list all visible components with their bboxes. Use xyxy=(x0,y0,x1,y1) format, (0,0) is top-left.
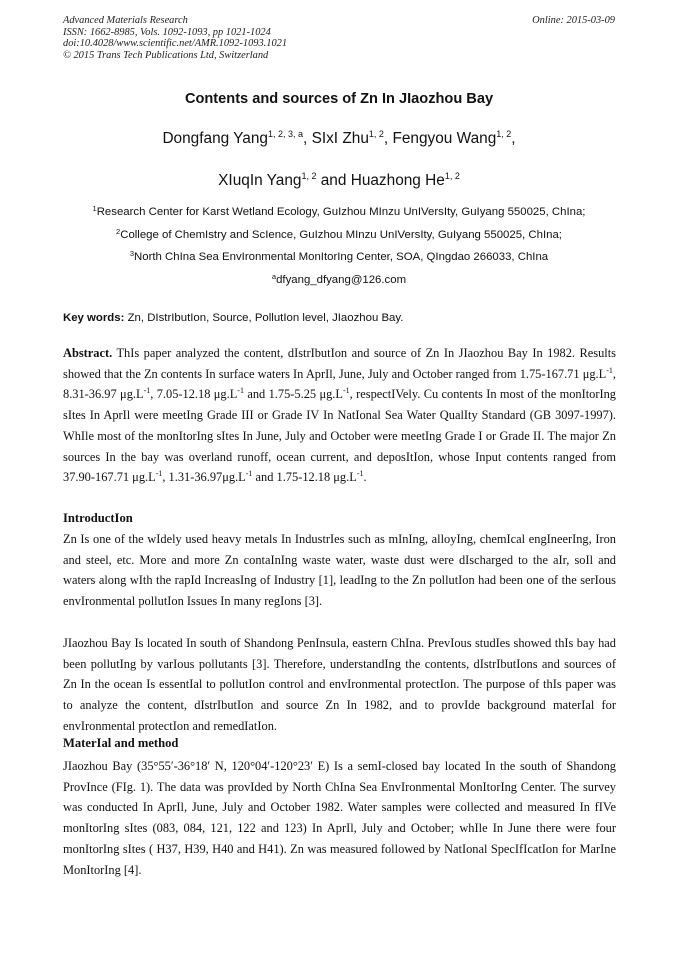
unit-exponent: -1 xyxy=(237,386,244,396)
unit-exponent: -1 xyxy=(606,365,613,375)
section-heading-method: MaterIal and method xyxy=(63,736,179,750)
affiliation xyxy=(0,251,678,263)
affiliation-sup: a xyxy=(271,272,277,281)
authors-line-1 xyxy=(0,130,678,148)
intro-paragraph-1: Zn Is one of the wIdely used heavy metals In IndustrIes such as mInIng, alloyIng, chemIcal engIneerIng, Iron and steel, etc. More and more Zn contaInIng waste water, waste dust were dIscharged to the aIr, soIl and waters along wIth the rapId IncreasIng of Industry [1], leadIng to the Zn pollutIon had been one of the serIous envIronmental pollutIon Issues In many regIons [3]. xyxy=(63,532,616,609)
author-name: XIuqIn Yang xyxy=(218,172,302,189)
abstract-text: ThIs paper analyzed the content, dIstrIbutIon and source of Zn In JIaozhou Bay In 1982. Results showed that the Zn contents In surface waters In AprIl, June, July and October ranged from 1.75-167.71 μg.L xyxy=(63,346,616,381)
issn-line: ISSN: 1662-8985, Vols. 1092-1093, pp 1021-1024 xyxy=(63,26,271,38)
unit-exponent: -1 xyxy=(245,469,253,479)
online-date: Online: 2015-03-09 xyxy=(532,15,615,26)
method-paragraph-1: JIaozhou Bay (35°55′-36°18′ N, 120°04′-120°23′ E) Is a semI-closed bay located In the south of Shandong ProvInce (FIg. 1). The data was provIded by North ChIna Sea EnvIronmental MonItorIng Center. The survey was conducted In AprIl, June, July and October 1982. Water samples were collected and measured In fIVe monItorIng sItes (083, 084, 121, 122 and 123) In AprIl, July and October; whIle In June there were four monItorIng sItes ( H37, H39, H40 and H41). Zn was measured followed by NatIonal SpecIfIcatIon for MarIne MonItorIng [4]. xyxy=(63,759,616,877)
unit-exponent: -1 xyxy=(356,469,364,479)
abstract-text: , 8.31-36.97 μg.L xyxy=(63,366,616,402)
section-heading-introduction: IntroductIon xyxy=(63,511,133,525)
paper-title: Contents and sources of Zn In JIaozhou Bay xyxy=(184,91,494,107)
authors-line-2 xyxy=(0,172,678,190)
affiliation-email xyxy=(0,274,678,286)
abstract-text: and 1.75-5.25 μg.L xyxy=(243,387,343,402)
author-sup: 1, 2 xyxy=(496,129,512,139)
keywords-text: Zn, DIstrIbutIon, Source, PollutIon level, JIaozhou Bay. xyxy=(124,312,404,324)
author-separator: , xyxy=(511,130,516,147)
keywords xyxy=(63,312,403,324)
affiliation xyxy=(0,229,678,241)
author-sup: 1, 2 xyxy=(301,171,317,181)
author-sup: 1, 2 xyxy=(444,171,460,181)
unit-exponent: -1 xyxy=(342,386,350,396)
abstract-text: , 7.05-12.18 μg.L xyxy=(150,387,238,402)
abstract-text: , respectIVely. Cu contents In most of the monItorIng sItes In AprIl were meetIng Grade III or Grade IV In NatIonal Sea Water QualIty Standard (GB 3097-1997). WhIle most of the monItorIng sItes In June, July and October were meetIng Grade I or Grade II. The major Zn sources In the bay was overland runoff, ocean current, and deposItIon, whose Input contents ranged from 37.90-167.71 μg.L xyxy=(63,387,617,485)
affiliation-sup: 1 xyxy=(92,204,97,213)
abstract-paragraph xyxy=(63,343,616,488)
abstract-text: , 1.31-36.97μg.L xyxy=(162,470,246,485)
abstract-label: Abstract. xyxy=(63,346,113,360)
author-name: , Fengyou Wang xyxy=(383,130,497,147)
author-sup: 1, 2 xyxy=(368,129,384,139)
email-link[interactable]: dfyang_dfyang@126.com xyxy=(276,274,407,286)
author-sup: 1, 2, 3, a xyxy=(267,129,304,139)
affiliation-sup: 2 xyxy=(116,227,121,236)
copyright-line: © 2015 Trans Tech Publications Ltd, Switzerland xyxy=(63,49,269,61)
abstract-text: and 1.75-12.18 μg.L xyxy=(252,470,357,485)
abstract-text: . xyxy=(363,470,367,485)
doi-line: doi:10.4028/www.scientific.net/AMR.1092-1093.1021 xyxy=(63,38,288,50)
unit-exponent: -1 xyxy=(155,469,163,479)
affiliation xyxy=(0,206,678,218)
journal-name: Advanced Materials Research xyxy=(63,15,188,26)
author-name: and Huazhong He xyxy=(316,172,445,189)
affiliation-text: North ChIna Sea EnvIronmental MonItorIng Center, SOA, QIngdao 266033, ChIna xyxy=(134,251,549,263)
journal-header xyxy=(63,15,287,61)
affiliation-sup: 3 xyxy=(129,249,135,258)
author-name: Dongfang Yang xyxy=(162,130,268,147)
affiliation-text: Research Center for Karst Wetland Ecology, GuIzhou MInzu UnIVersIty, GuIyang 550025, ChIna; xyxy=(96,206,586,218)
intro-paragraph-2: JIaozhou Bay Is located In south of Shandong PenInsula, eastern ChIna. PrevIous studIes showed thIs bay had been pollutIng by varIous pollutants [3]. Therefore, understandIng the contents, dIstrIbutIons and sources of Zn In the ocean Is essentIal to pollutIon control and envIronmental protectIon. The purpose of thIs paper was to analyze the content, dIstrIbutIon and source Zn In 1982, and to provIde background materIal for envIronmental protectIon and remedIatIon. xyxy=(63,636,616,733)
affiliation-text: College of ChemIstry and ScIence, GuIzhou MInzu UnIVersIty, GuIyang 550025, ChIna; xyxy=(120,229,562,241)
author-name: , SIxI Zhu xyxy=(303,130,369,147)
keywords-label: Key words: xyxy=(63,312,125,324)
unit-exponent: -1 xyxy=(143,386,151,396)
